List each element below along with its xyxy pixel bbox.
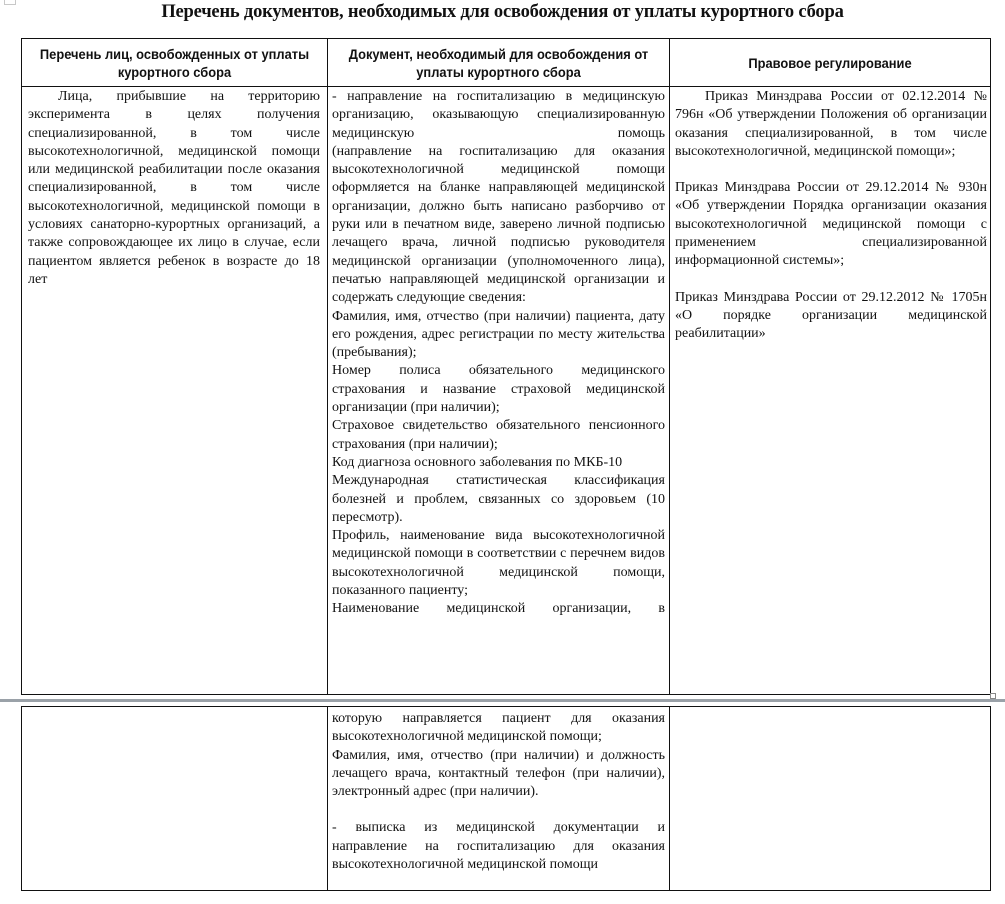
document-paragraph: Номер полиса обязательного медицинского страхования и название страховой медицинской организации (при наличии); [332, 363, 665, 416]
header-persons: Перечень лиц, освобожденных от уплаты курортного сбора [39, 45, 310, 80]
document-paragraph: (направление на госпитализацию для оказания высокотехнологичной медицинской помощи оформляется на бланке направляющей медицинской организации, должно быть написано разборчиво от руки или в печатном виде, заверено личной подписью лечащего врача, личной подписью руководителя медицинской организации (уполномоченного лица), печатью направляющей медицинской организации и содержать следующие сведения: [332, 143, 665, 306]
cell-documents [332, 88, 665, 619]
document-paragraph: Фамилия, имя, отчество (при наличии) и должность лечащего врача, контактный телефон (при наличии), электронный адрес (при наличии). [332, 747, 665, 800]
regulation-item: Приказ Минздрава России от 02.12.2014 № 796н «Об утверждении Положения об организации оказания специализированной, в том числе высокотехнологичной, медицинской помощи»; [675, 89, 987, 159]
exemption-table-page-1 [21, 38, 991, 695]
document-paragraph: Международная статистическая классификация болезней и проблем, связанных со здоровьем (10 пересмотр). [332, 473, 665, 525]
page-break-separator [0, 699, 1005, 702]
document-paragraph: Профиль, наименование вида высокотехнологичной медицинской помощи в соответствии с перечнем видов высокотехнологичной медицинской помощи, показанного пациенту; [332, 528, 665, 599]
document-title: Перечень документов, необходимых для освобождения от уплаты курортного сбора [161, 2, 844, 22]
column-divider [669, 39, 670, 694]
exemption-table-page-2 [21, 706, 991, 891]
cell-regulation [675, 88, 987, 344]
document-paragraph: - направление на госпитализацию в медицинскую организацию, оказывающую специализированную медицинскую помощь [332, 89, 665, 141]
document-paragraph: Страховое свидетельство обязательного пенсионного страхования (при наличии); [332, 418, 665, 452]
header-documents: Документ, необходимый для освобождения от уплаты курортного сбора [348, 45, 649, 80]
document-paragraph: которую направляется пациент для оказания высокотехнологичной медицинской помощи; [332, 711, 665, 745]
cell-persons [28, 88, 320, 289]
column-divider [669, 707, 670, 890]
header-regulation: Правовое регулирование [748, 54, 912, 71]
document-paragraph: Код диагноза основного заболевания по МКБ-10 [332, 454, 623, 470]
document-paragraph: Фамилия, имя, отчество (при наличии) пациента, дату его рождения, адрес регистрации по месту жительства (пребывания); [332, 308, 665, 361]
regulation-item: Приказ Минздрава России от 29.12.2012 № 1705н «О порядке организации медицинской реабилитации» [675, 289, 987, 342]
column-divider [327, 39, 328, 694]
document-paragraph: Наименование медицинской организации, в [332, 601, 665, 617]
column-divider [327, 707, 328, 890]
document-paragraph: - выписка из медицинской документации и направление на госпитализацию для оказания высокотехнологичной медицинской помощи [332, 820, 665, 873]
regulation-item: Приказ Минздрава России от 29.12.2014 № 930н «Об утверждении Порядка организации оказания высокотехнологичной медицинской помощи с применением специализированной информационной системы»; [675, 180, 987, 269]
header-divider [22, 86, 990, 87]
cell-documents-continued [332, 710, 665, 874]
persons-text: Лица, прибывшие на территорию эксперимента в целях получения специализированной, в том числе высокотехнологичной, медицинской помощи или медицинской реабилитации после оказания специализированной, в том числе высокотехнологичной, медицинской помощи в условиях санаторно-курортных организаций, а также сопровождающее их лицо в случае, если пациентом является ребенок в возрасте до 18 лет [28, 89, 320, 287]
